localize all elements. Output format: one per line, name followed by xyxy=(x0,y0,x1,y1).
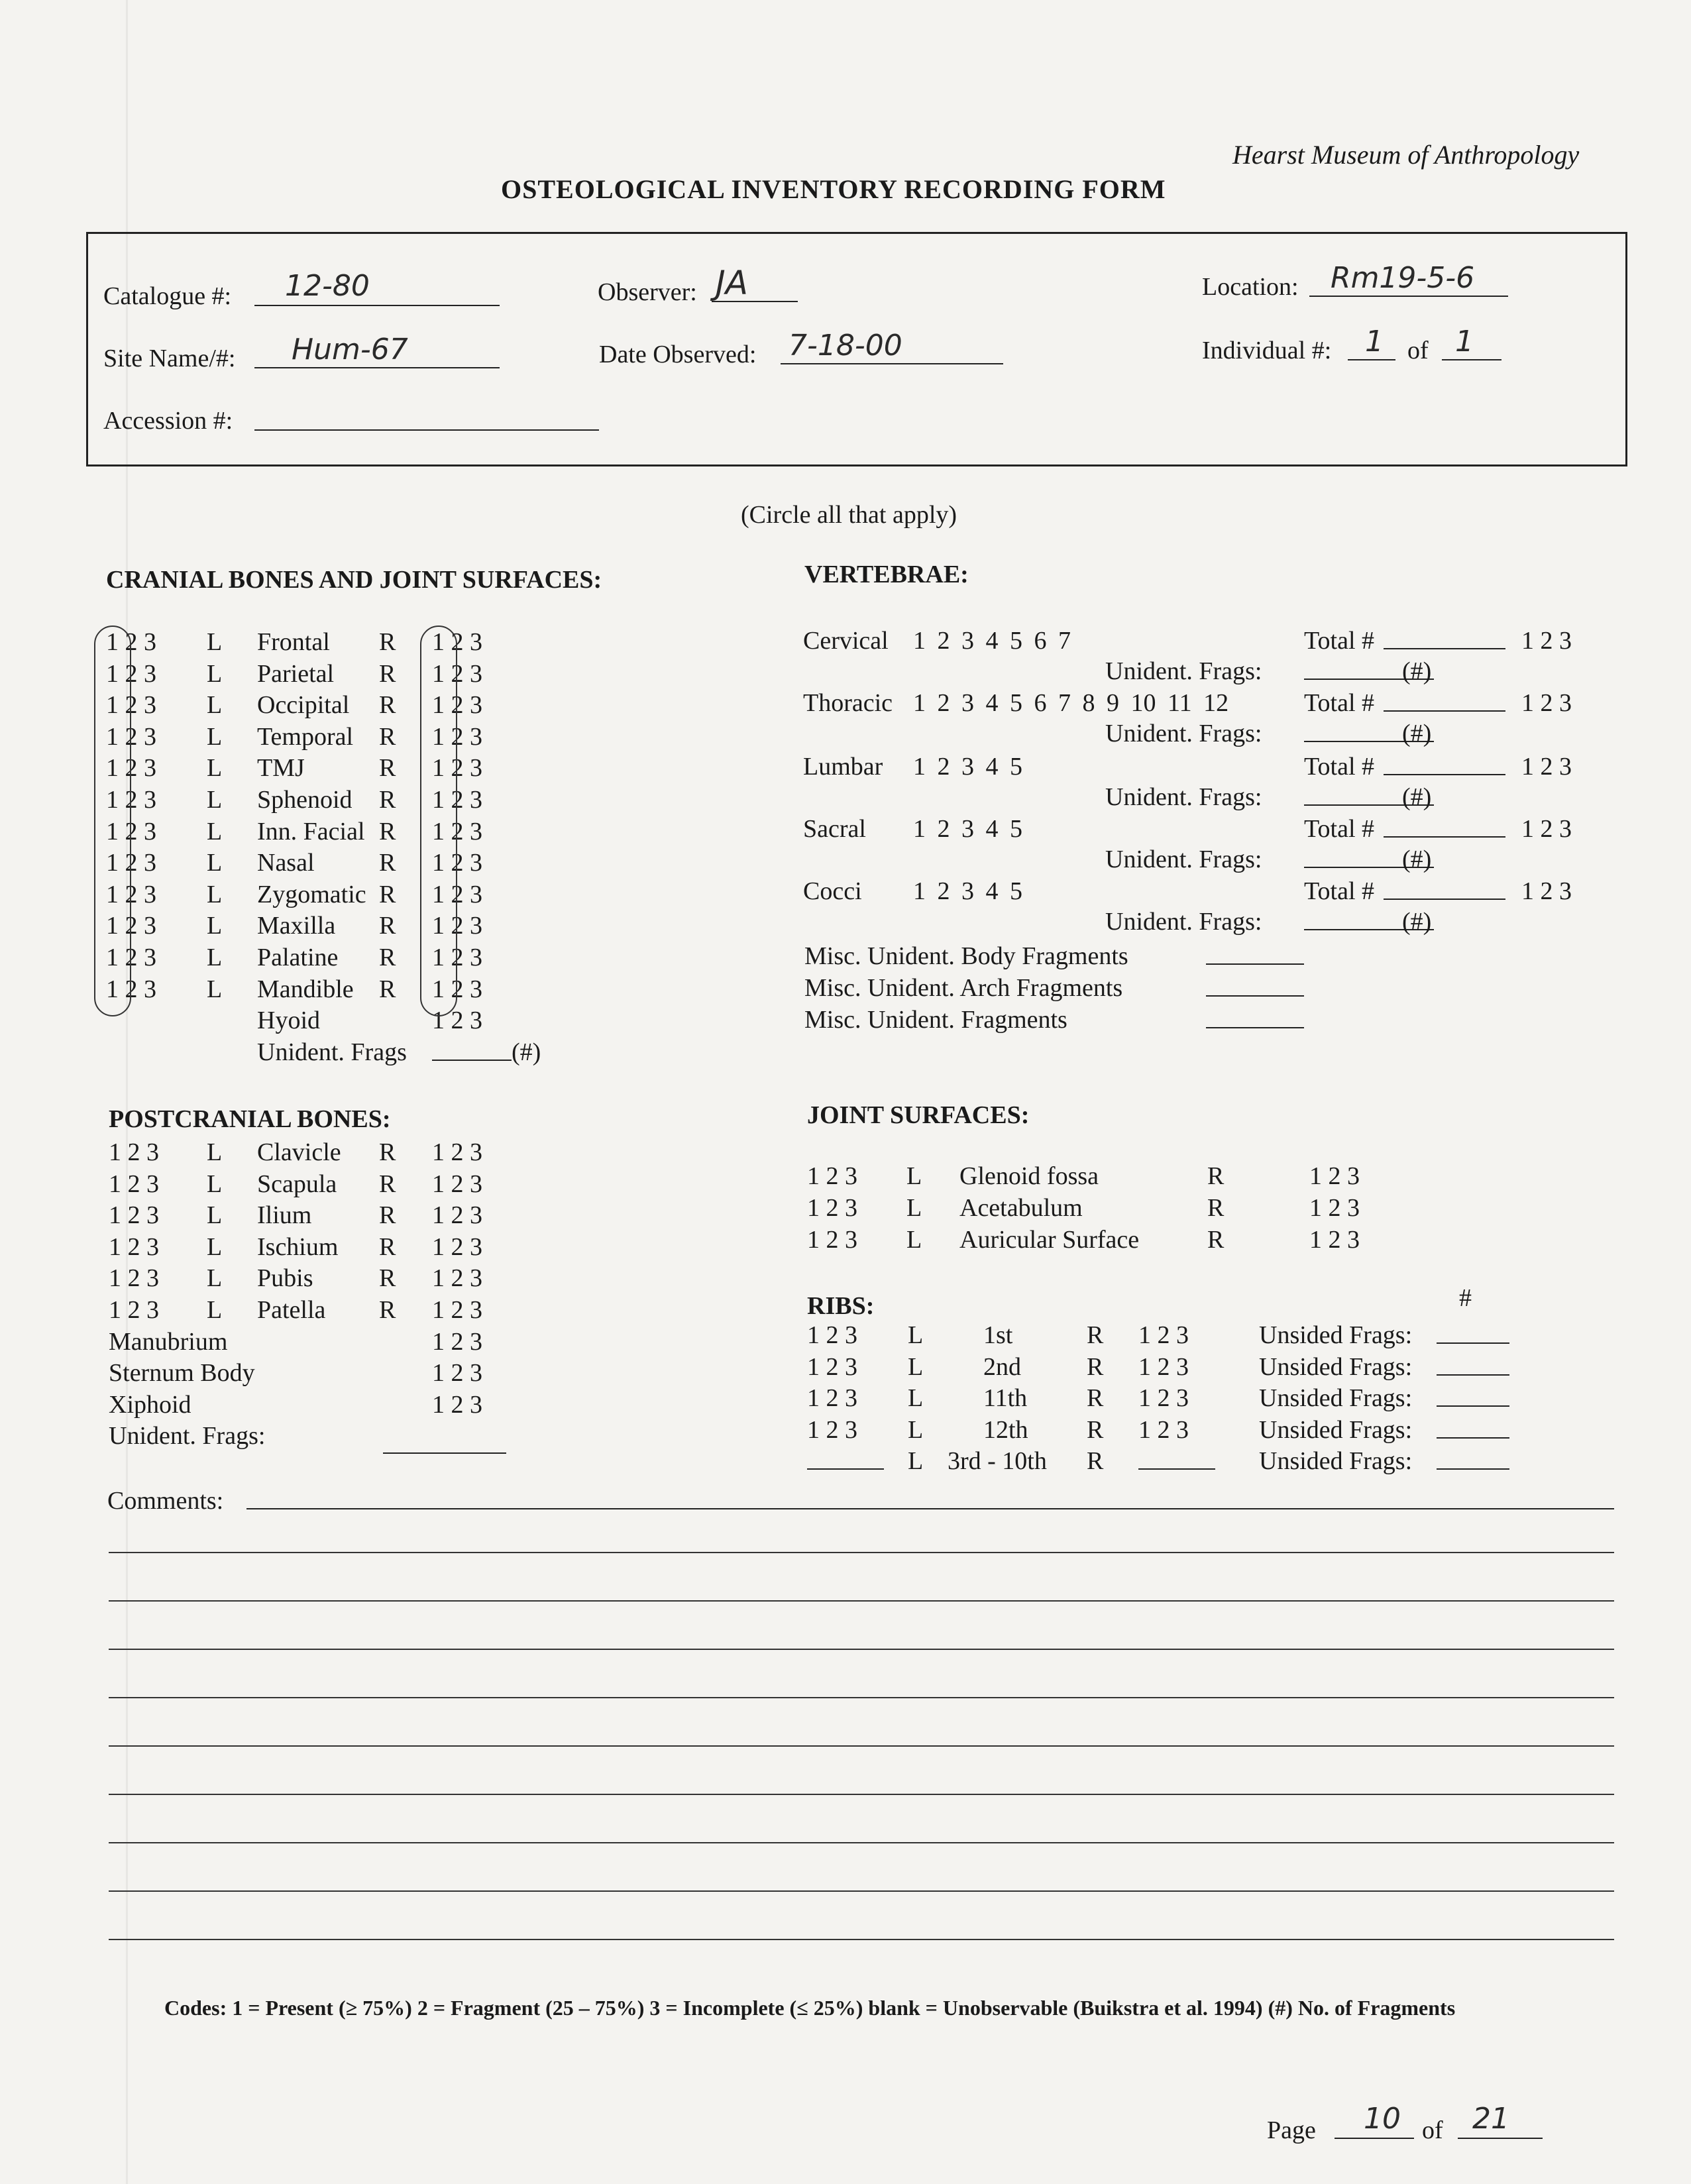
cranial-left-side: L xyxy=(207,975,223,1003)
vertebra-unident-hash: (#) xyxy=(1402,657,1432,685)
observer-label: Observer: xyxy=(598,278,697,306)
postcranial-left-codes[interactable]: 1 2 3 xyxy=(109,1296,159,1324)
vertebra-total-label: Total # xyxy=(1304,877,1375,905)
cranial-left-side: L xyxy=(207,786,223,814)
accession-field[interactable] xyxy=(254,429,599,431)
postcranial-right-codes[interactable]: 1 2 3 xyxy=(432,1138,482,1166)
comments-line[interactable] xyxy=(109,1552,1614,1553)
joint-left-side: L xyxy=(906,1194,922,1222)
rib-unsided-field[interactable] xyxy=(1437,1374,1509,1376)
postcranial-right-side: R xyxy=(379,1296,396,1324)
postcranial-right-side: R xyxy=(379,1170,396,1198)
rib-right-codes[interactable]: 1 2 3 xyxy=(1138,1416,1189,1444)
circled-right-1-column xyxy=(420,626,457,1016)
cranial-left-side: L xyxy=(207,881,223,908)
cranial-right-side: R xyxy=(379,723,396,751)
cranial-left-codes[interactable]: 1 2 3 xyxy=(106,691,156,719)
joint-name: Glenoid fossa xyxy=(959,1162,1099,1190)
vertebra-numbers[interactable]: 1 2 3 4 5 xyxy=(913,877,1022,905)
ribs-heading: RIBS: xyxy=(807,1292,875,1320)
vertebra-total-field[interactable] xyxy=(1384,710,1505,712)
cranial-left-codes[interactable]: 1 2 3 xyxy=(106,754,156,782)
joint-surfaces-heading: JOINT SURFACES: xyxy=(807,1101,1030,1129)
cranial-unident-hash: (#) xyxy=(512,1038,541,1066)
joint-right-side: R xyxy=(1207,1226,1225,1254)
observer-value: JA xyxy=(716,264,748,302)
vertebra-total-field[interactable] xyxy=(1384,899,1505,900)
sternum-part-codes[interactable]: 1 2 3 xyxy=(432,1391,482,1419)
joint-right-side: R xyxy=(1207,1194,1225,1222)
vertebra-total-codes[interactable]: 1 2 3 xyxy=(1521,877,1572,905)
postcranial-right-side: R xyxy=(379,1233,396,1261)
location-field[interactable] xyxy=(1309,296,1508,297)
catalogue-field[interactable] xyxy=(254,305,500,306)
joint-left-side: L xyxy=(906,1162,922,1190)
misc-fragments-label: Misc. Unident. Body Fragments xyxy=(804,942,1128,970)
rib-unsided-label: Unsided Frags: xyxy=(1259,1384,1413,1412)
joint-right-side: R xyxy=(1207,1162,1225,1190)
vertebra-unident-label: Unident. Frags: xyxy=(1105,720,1262,747)
cranial-heading: CRANIAL BONES AND JOINT SURFACES: xyxy=(106,566,602,594)
postcranial-left-side: L xyxy=(207,1201,223,1229)
rib-mid-left-field[interactable] xyxy=(807,1468,884,1470)
sternum-part-name: Xiphoid xyxy=(109,1391,191,1419)
individual-of-label: of xyxy=(1407,337,1429,364)
cranial-unident-field[interactable] xyxy=(432,1060,512,1061)
circle-note: (Circle all that apply) xyxy=(741,501,957,529)
cranial-right-codes[interactable]: 1 2 3 xyxy=(432,628,482,656)
cranial-left-codes[interactable]: 1 2 3 xyxy=(106,786,156,814)
cranial-left-side: L xyxy=(207,849,223,877)
postcranial-left-codes[interactable]: 1 2 3 xyxy=(109,1170,159,1198)
cranial-left-codes[interactable]: 1 2 3 xyxy=(106,723,156,751)
cranial-bone-name: TMJ xyxy=(257,754,305,782)
cranial-right-codes[interactable]: 1 2 3 xyxy=(432,723,482,751)
rib-name: 1st xyxy=(983,1321,1013,1349)
vertebra-total-codes[interactable]: 1 2 3 xyxy=(1521,815,1572,843)
rib-left-codes[interactable]: 1 2 3 xyxy=(807,1416,857,1444)
vertebra-name: Thoracic xyxy=(803,689,893,717)
sternum-part-name: Manubrium xyxy=(109,1328,228,1356)
rib-unsided-field[interactable] xyxy=(1437,1342,1509,1344)
rib-right-codes[interactable]: 1 2 3 xyxy=(1138,1353,1189,1381)
rib-name: 12th xyxy=(983,1416,1028,1444)
individual-field[interactable] xyxy=(1348,359,1395,360)
comments-line[interactable] xyxy=(109,1939,1614,1940)
rib-right-codes[interactable]: 1 2 3 xyxy=(1138,1321,1189,1349)
cranial-left-codes[interactable]: 1 2 3 xyxy=(106,912,156,940)
cranial-left-side: L xyxy=(207,912,223,940)
rib-left-side: L xyxy=(908,1321,924,1349)
postcranial-left-codes[interactable]: 1 2 3 xyxy=(109,1233,159,1261)
rib-left-side: L xyxy=(908,1416,924,1444)
cranial-left-codes[interactable]: 1 2 3 xyxy=(106,975,156,1003)
cranial-left-side: L xyxy=(207,723,223,751)
vertebra-unident-hash: (#) xyxy=(1402,720,1432,747)
postcranial-bone-name: Ilium xyxy=(257,1201,312,1229)
vertebra-unident-label: Unident. Frags: xyxy=(1105,846,1262,873)
joint-left-codes[interactable]: 1 2 3 xyxy=(807,1162,857,1190)
cranial-left-side: L xyxy=(207,818,223,846)
page-total-field[interactable] xyxy=(1458,2138,1543,2139)
comments-line[interactable] xyxy=(109,1890,1614,1892)
rib-unsided-field[interactable] xyxy=(1437,1405,1509,1407)
cranial-unident-label: Unident. Frags xyxy=(257,1038,407,1066)
vertebra-name: Sacral xyxy=(803,815,866,843)
cranial-right-side: R xyxy=(379,944,396,971)
cranial-left-codes[interactable]: 1 2 3 xyxy=(106,660,156,688)
postcranial-right-side: R xyxy=(379,1201,396,1229)
vertebra-name: Lumbar xyxy=(803,753,883,781)
cranial-bone-name: Occipital xyxy=(257,691,350,719)
postcranial-unident-label: Unident. Frags: xyxy=(109,1422,266,1450)
individual-label: Individual #: xyxy=(1202,337,1332,364)
individual-total-field[interactable] xyxy=(1442,359,1501,360)
cranial-right-codes[interactable]: 1 2 3 xyxy=(432,660,482,688)
site-value: Hum-67 xyxy=(292,333,408,366)
misc-fragments-field[interactable] xyxy=(1206,963,1304,965)
joint-right-codes[interactable]: 1 2 3 xyxy=(1309,1226,1360,1254)
cranial-bone-name: Palatine xyxy=(257,944,339,971)
joint-right-codes[interactable]: 1 2 3 xyxy=(1309,1162,1360,1190)
cranial-bone-name: Temporal xyxy=(257,723,354,751)
postcranial-right-codes[interactable]: 1 2 3 xyxy=(432,1296,482,1324)
joint-left-side: L xyxy=(906,1226,922,1254)
rib-unsided-label: Unsided Frags: xyxy=(1259,1353,1413,1381)
date-value: 7-18-00 xyxy=(789,329,902,362)
joint-name: Acetabulum xyxy=(959,1194,1083,1222)
cranial-right-side: R xyxy=(379,881,396,908)
cranial-left-side: L xyxy=(207,944,223,971)
date-label: Date Observed: xyxy=(599,341,757,368)
vertebra-unident-hash: (#) xyxy=(1402,846,1432,873)
misc-fragments-field[interactable] xyxy=(1206,995,1304,997)
rib-right-side: R xyxy=(1087,1384,1104,1412)
vertebrae-heading: VERTEBRAE: xyxy=(804,561,969,588)
postcranial-left-codes[interactable]: 1 2 3 xyxy=(109,1138,159,1166)
vertebra-total-codes[interactable]: 1 2 3 xyxy=(1521,689,1572,717)
cranial-left-codes[interactable]: 1 2 3 xyxy=(106,628,156,656)
postcranial-bone-name: Pubis xyxy=(257,1264,313,1292)
cranial-bone-name: Parietal xyxy=(257,660,335,688)
rib-mid-label: 3rd - 10th xyxy=(948,1447,1047,1475)
postcranial-bone-name: Scapula xyxy=(257,1170,337,1198)
postcranial-left-side: L xyxy=(207,1264,223,1292)
cranial-left-side: L xyxy=(207,691,223,719)
comments-line[interactable] xyxy=(109,1794,1614,1795)
cranial-right-side: R xyxy=(379,691,396,719)
cranial-right-codes[interactable]: 1 2 3 xyxy=(432,818,482,846)
page-number-field[interactable] xyxy=(1335,2138,1414,2139)
rib-name: 2nd xyxy=(983,1353,1021,1381)
postcranial-unident-field[interactable] xyxy=(383,1452,506,1454)
cranial-left-side: L xyxy=(207,628,223,656)
cranial-right-side: R xyxy=(379,818,396,846)
rib-right-side: R xyxy=(1087,1353,1104,1381)
rib-left-codes[interactable]: 1 2 3 xyxy=(807,1384,857,1412)
cranial-left-codes[interactable]: 1 2 3 xyxy=(106,818,156,846)
vertebra-total-field[interactable] xyxy=(1384,648,1505,649)
hyoid-label: Hyoid xyxy=(257,1007,320,1034)
codes-legend: Codes: 1 = Present (≥ 75%) 2 = Fragment (25 – 75%) 3 = Incomplete (≤ 25%) blank = Unobservable (Buikstra et al. 1994) (#) No. of Fragments xyxy=(164,1996,1456,2020)
postcranial-right-side: R xyxy=(379,1264,396,1292)
comments-line[interactable] xyxy=(109,1649,1614,1650)
cranial-left-codes[interactable]: 1 2 3 xyxy=(106,849,156,877)
vertebra-unident-hash: (#) xyxy=(1402,908,1432,936)
joint-left-codes[interactable]: 1 2 3 xyxy=(807,1194,857,1222)
cranial-left-side: L xyxy=(207,660,223,688)
cranial-bone-name: Mandible xyxy=(257,975,354,1003)
cranial-left-codes[interactable]: 1 2 3 xyxy=(106,944,156,971)
cranial-right-codes[interactable]: 1 2 3 xyxy=(432,754,482,782)
hyoid-codes[interactable]: 1 2 3 xyxy=(432,1007,482,1034)
misc-fragments-field[interactable] xyxy=(1206,1027,1304,1028)
cranial-left-side: L xyxy=(207,754,223,782)
date-field[interactable] xyxy=(781,363,1003,364)
rib-left-side: L xyxy=(908,1384,924,1412)
rib-mid-unsided-field[interactable] xyxy=(1437,1468,1509,1470)
vertebra-total-field[interactable] xyxy=(1384,774,1505,775)
postcranial-right-codes[interactable]: 1 2 3 xyxy=(432,1201,482,1229)
rib-unsided-label: Unsided Frags: xyxy=(1259,1416,1413,1444)
catalogue-label: Catalogue #: xyxy=(103,282,232,310)
vertebra-numbers[interactable]: 1 2 3 4 5 6 7 xyxy=(913,627,1071,655)
sternum-part-name: Sternum Body xyxy=(109,1359,255,1387)
cranial-bone-name: Sphenoid xyxy=(257,786,353,814)
rib-mid-right-side: R xyxy=(1087,1447,1104,1475)
form-title: OSTEOLOGICAL INVENTORY RECORDING FORM xyxy=(501,174,1166,204)
vertebra-total-label: Total # xyxy=(1304,815,1375,843)
vertebra-total-label: Total # xyxy=(1304,689,1375,717)
cranial-right-side: R xyxy=(379,849,396,877)
catalogue-value: 12-80 xyxy=(285,269,370,303)
cranial-right-codes[interactable]: 1 2 3 xyxy=(432,912,482,940)
comments-line-1[interactable] xyxy=(246,1508,1614,1509)
cranial-right-side: R xyxy=(379,912,396,940)
page-of-label: of xyxy=(1422,2116,1443,2144)
page-total-value: 21 xyxy=(1472,2102,1509,2136)
cranial-right-codes[interactable]: 1 2 3 xyxy=(432,975,482,1003)
rib-unsided-label: Unsided Frags: xyxy=(1259,1321,1413,1349)
rib-name: 11th xyxy=(983,1384,1028,1412)
comments-line[interactable] xyxy=(109,1600,1614,1602)
cranial-right-codes[interactable]: 1 2 3 xyxy=(432,786,482,814)
vertebra-total-label: Total # xyxy=(1304,753,1375,781)
vertebra-numbers[interactable]: 1 2 3 4 5 6 7 8 9 10 11 12 xyxy=(913,689,1229,717)
rib-mid-left-side: L xyxy=(908,1447,924,1475)
rib-unsided-field[interactable] xyxy=(1437,1437,1509,1439)
ribs-hash-header: # xyxy=(1459,1284,1472,1312)
cranial-bone-name: Inn. Facial xyxy=(257,818,365,846)
page-label: Page xyxy=(1267,2116,1316,2144)
comments-line[interactable] xyxy=(109,1842,1614,1843)
rib-right-codes[interactable]: 1 2 3 xyxy=(1138,1384,1189,1412)
vertebra-numbers[interactable]: 1 2 3 4 5 xyxy=(913,753,1022,781)
cranial-right-side: R xyxy=(379,660,396,688)
postcranial-left-codes[interactable]: 1 2 3 xyxy=(109,1201,159,1229)
cranial-right-codes[interactable]: 1 2 3 xyxy=(432,691,482,719)
cranial-right-side: R xyxy=(379,786,396,814)
postcranial-left-codes[interactable]: 1 2 3 xyxy=(109,1264,159,1292)
individual-total-value: 1 xyxy=(1455,325,1474,358)
cranial-right-codes[interactable]: 1 2 3 xyxy=(432,849,482,877)
location-label: Location: xyxy=(1202,273,1299,301)
postcranial-right-codes[interactable]: 1 2 3 xyxy=(432,1264,482,1292)
accession-label: Accession #: xyxy=(103,407,233,435)
postcranial-bone-name: Ischium xyxy=(257,1233,339,1261)
rib-mid-unsided-label: Unsided Frags: xyxy=(1259,1447,1413,1475)
rib-right-side: R xyxy=(1087,1416,1104,1444)
comments-line[interactable] xyxy=(109,1697,1614,1698)
rib-left-side: L xyxy=(908,1353,924,1381)
vertebra-total-codes[interactable]: 1 2 3 xyxy=(1521,753,1572,781)
vertebra-name: Cocci xyxy=(803,877,862,905)
rib-left-codes[interactable]: 1 2 3 xyxy=(807,1353,857,1381)
vertebra-total-codes[interactable]: 1 2 3 xyxy=(1521,627,1572,655)
vertebra-name: Cervical xyxy=(803,627,889,655)
vertebra-total-field[interactable] xyxy=(1384,836,1505,838)
sternum-part-codes[interactable]: 1 2 3 xyxy=(432,1359,482,1387)
cranial-left-codes[interactable]: 1 2 3 xyxy=(106,881,156,908)
joint-name: Auricular Surface xyxy=(959,1226,1140,1254)
cranial-bone-name: Frontal xyxy=(257,628,330,656)
site-label: Site Name/#: xyxy=(103,345,236,372)
individual-value: 1 xyxy=(1365,325,1384,358)
vertebra-unident-hash: (#) xyxy=(1402,783,1432,811)
postcranial-bone-name: Clavicle xyxy=(257,1138,341,1166)
vertebra-unident-label: Unident. Frags: xyxy=(1105,657,1262,685)
location-value: Rm19-5-6 xyxy=(1331,261,1475,295)
cranial-right-codes[interactable]: 1 2 3 xyxy=(432,881,482,908)
museum-name: Hearst Museum of Anthropology xyxy=(1232,140,1580,170)
postcranial-right-codes[interactable]: 1 2 3 xyxy=(432,1170,482,1198)
postcranial-left-side: L xyxy=(207,1170,223,1198)
postcranial-left-side: L xyxy=(207,1233,223,1261)
rib-right-side: R xyxy=(1087,1321,1104,1349)
comments-label: Comments: xyxy=(107,1487,224,1515)
postcranial-right-codes[interactable]: 1 2 3 xyxy=(432,1233,482,1261)
misc-fragments-label: Misc. Unident. Arch Fragments xyxy=(804,974,1123,1002)
cranial-bone-name: Maxilla xyxy=(257,912,336,940)
joint-left-codes[interactable]: 1 2 3 xyxy=(807,1226,857,1254)
postcranial-bone-name: Patella xyxy=(257,1296,326,1324)
vertebra-total-label: Total # xyxy=(1304,627,1375,655)
misc-fragments-label: Misc. Unident. Fragments xyxy=(804,1006,1067,1034)
cranial-bone-name: Zygomatic xyxy=(257,881,366,908)
circled-left-1-column xyxy=(94,626,131,1016)
joint-right-codes[interactable]: 1 2 3 xyxy=(1309,1194,1360,1222)
cranial-bone-name: Nasal xyxy=(257,849,315,877)
rib-mid-right-field[interactable] xyxy=(1138,1468,1215,1470)
postcranial-heading: POSTCRANIAL BONES: xyxy=(109,1105,391,1133)
postcranial-left-side: L xyxy=(207,1296,223,1324)
sternum-part-codes[interactable]: 1 2 3 xyxy=(432,1328,482,1356)
postcranial-left-side: L xyxy=(207,1138,223,1166)
rib-left-codes[interactable]: 1 2 3 xyxy=(807,1321,857,1349)
vertebra-unident-label: Unident. Frags: xyxy=(1105,908,1262,936)
page-number-value: 10 xyxy=(1364,2102,1401,2136)
vertebra-unident-label: Unident. Frags: xyxy=(1105,783,1262,811)
cranial-right-side: R xyxy=(379,628,396,656)
site-field[interactable] xyxy=(254,367,500,368)
comments-line[interactable] xyxy=(109,1745,1614,1747)
cranial-right-side: R xyxy=(379,975,396,1003)
vertebra-numbers[interactable]: 1 2 3 4 5 xyxy=(913,815,1022,843)
cranial-right-codes[interactable]: 1 2 3 xyxy=(432,944,482,971)
cranial-right-side: R xyxy=(379,754,396,782)
postcranial-right-side: R xyxy=(379,1138,396,1166)
